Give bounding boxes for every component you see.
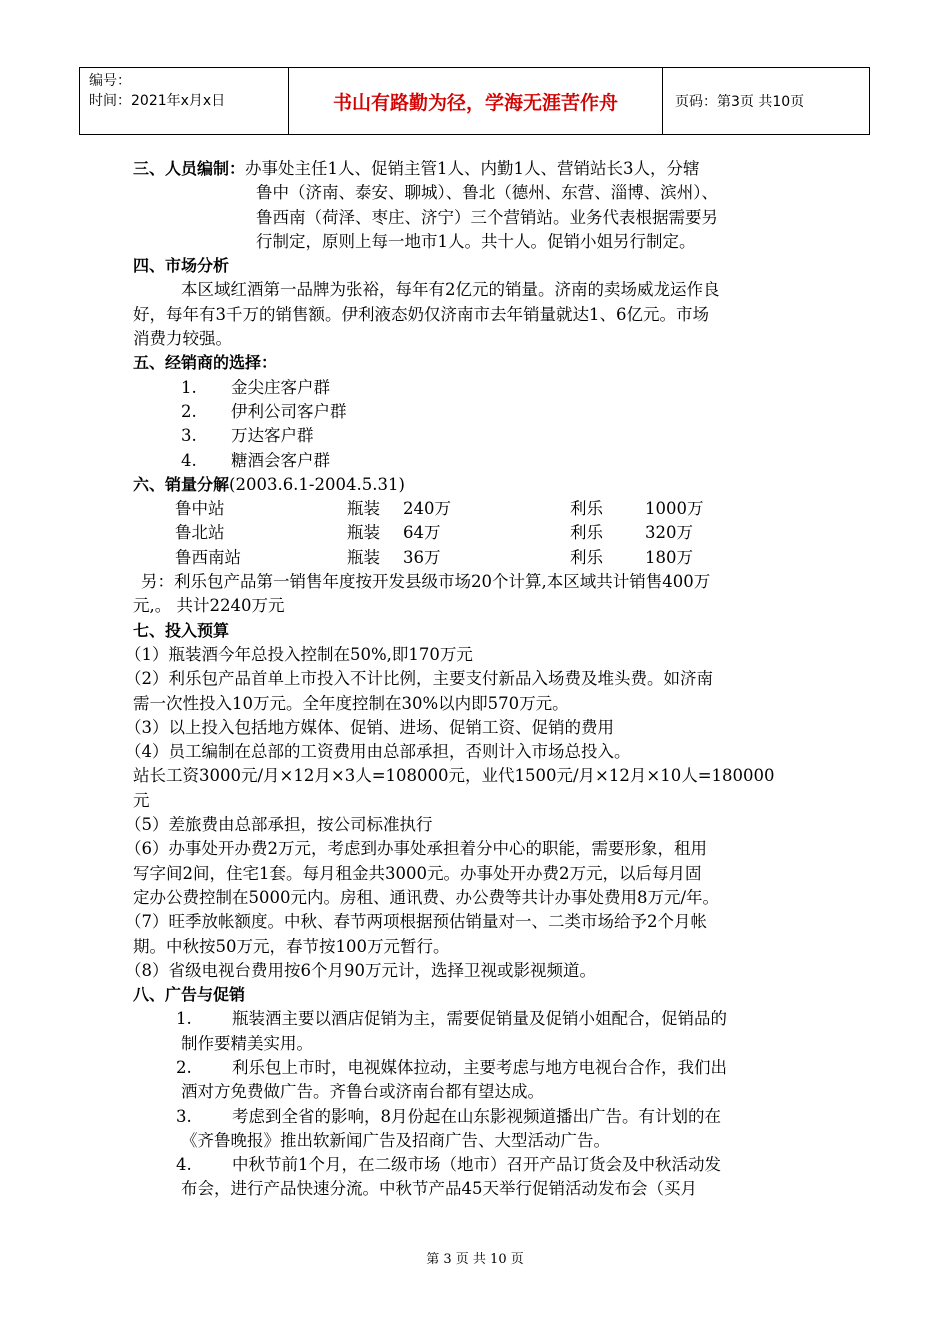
budget-line: 元	[133, 790, 150, 810]
section-6-period: (2003.6.1-2004.5.31)	[229, 474, 405, 494]
dealer-item: 2. 伊利公司客户群	[181, 401, 347, 421]
section-4-line-3: 消费力较强。	[133, 329, 232, 349]
section-6-title-line	[133, 473, 823, 497]
budget-line: （6）办事处开办费2万元，考虑到办事处承担着分中心的职能，需要形象，租用	[125, 839, 707, 859]
budget-line: （5）差旅费由总部承担，按公司标准执行	[125, 815, 433, 835]
sales-row: 鲁中站 瓶装 240万 利乐 1000万	[175, 499, 704, 519]
section-3-title: 三、人员编制：	[133, 159, 246, 178]
promo-list	[133, 1007, 823, 1201]
promo-item: 3. 考虑到全省的影响，8月份起在山东影视频道播出广告。有计划的在 《齐鲁晚报》推出软新闻广告及招商广告、大型活动广告。	[176, 1106, 721, 1150]
page-footer: 第 3 页 共 10 页	[426, 1252, 524, 1267]
section-7-title: 七、投入预算	[133, 620, 230, 640]
budget-line: 写字间2间，住宅1套。每月租金共3000元。办事处开办费2万元，以后每月固	[133, 863, 702, 883]
section-8-title: 八、广告与促销	[133, 985, 246, 1005]
section-3-line-4: 行制定，原则上每一地市1人。共十人。促销小姐另行制定。	[256, 231, 696, 251]
budget-line: （3）以上投入包括地方媒体、促销、进场、促销工资、促销的费用	[125, 717, 614, 737]
section-5-title: 五、经销商的选择：	[133, 353, 278, 373]
dealer-item: 3. 万达客户群	[181, 426, 314, 446]
budget-line: 站长工资3000元/月×12月×3人=108000元，业代1500元/月×12月×10人=180000	[133, 766, 775, 786]
promo-item: 4. 中秋节前1个月，在二级市场（地市）召开产品订货会及中秋活动发 布会，进行产品快速分流。中秋节产品45天举行促销活动发布会（买月	[176, 1155, 721, 1199]
section-3-line-2: 鲁中（济南、泰安、聊城）、鲁北（德州、东营、淄博、滨州）、	[256, 183, 718, 203]
section-4-line-2: 好，每年有3千万的销售额。伊利液态奶仅济南市去年销量就达1、6亿元。市场	[133, 304, 709, 324]
section-4-title: 四、市场分析	[133, 256, 230, 276]
section-6-title: 六、销量分解	[133, 474, 230, 494]
document-body	[125, 157, 823, 1202]
section-6-note-1: 另：利乐包产品第一销售年度按开发县级市场20个计算,本区域共计销售400万	[141, 572, 711, 592]
section-6-note-2: 元,。 共计2240万元	[133, 596, 285, 616]
budget-line: （2）利乐包产品首单上市投入不计比例，主要支付新品入场费及堆头费。如济南	[125, 669, 713, 689]
section-3-line-3: 鲁西南（荷泽、枣庄、济宁）三个营销站。业务代表根据需要另	[256, 207, 718, 227]
header-page: 页码：第3页 共10页	[663, 68, 870, 135]
sales-row: 鲁西南站 瓶装 36万 利乐 180万	[175, 547, 693, 567]
promo-item: 1. 瓶装酒主要以酒店促销为主，需要促销量及促销小姐配合，促销品的 制作要精美实用。	[176, 1009, 727, 1053]
sales-row: 鲁北站 瓶装 64万 利乐 320万	[175, 523, 693, 543]
budget-line: 需一次性投入10万元。全年度控制在30%以内即570万元。	[133, 693, 569, 713]
header-time: 时间：2021年x月x日	[89, 93, 226, 109]
budget-line: （1）瓶装酒今年总投入控制在50%,即170万元	[125, 644, 473, 664]
budget-line: （4）员工编制在总部的工资费用由总部承担，否则计入市场总投入。	[125, 742, 631, 762]
budget-line: 定办公费控制在5000元内。房租、通讯费、办公费等共计办事处费用8万元/年。	[133, 887, 720, 907]
header-motto: 书山有路勤为径，学海无涯苦作舟	[289, 68, 663, 135]
promo-item: 2. 利乐包上市时，电视媒体拉动，主要考虑与地方电视台合作，我们出 酒对方免费做广告。齐鲁台或济南台都有望达成。	[176, 1057, 727, 1102]
budget-line: （8）省级电视台费用按6个月90万元计，选择卫视或影视频道。	[125, 960, 596, 980]
section-4-line-1: 本区域红酒第一品牌为张裕，每年有2亿元的销量。济南的卖场威龙运作良	[181, 280, 720, 300]
dealer-item: 4. 糖酒会客户群	[181, 450, 330, 470]
budget-line: （7）旺季放帐额度。中秋、春节两项根据预估销量对一、二类市场给予2个月帐	[125, 912, 707, 932]
budget-line: 期。中秋按50万元，春节按100万元暂行。	[133, 936, 450, 956]
dealer-item: 1. 金尖庄客户群	[181, 377, 330, 397]
header-meta	[80, 68, 289, 135]
header-number: 编号：	[89, 73, 131, 89]
section-3-line-1: 三、人员编制：办事处主任1人、促销主管1人、内勤1人、营销站长3人，分辖	[133, 159, 700, 178]
page-header	[79, 67, 870, 135]
